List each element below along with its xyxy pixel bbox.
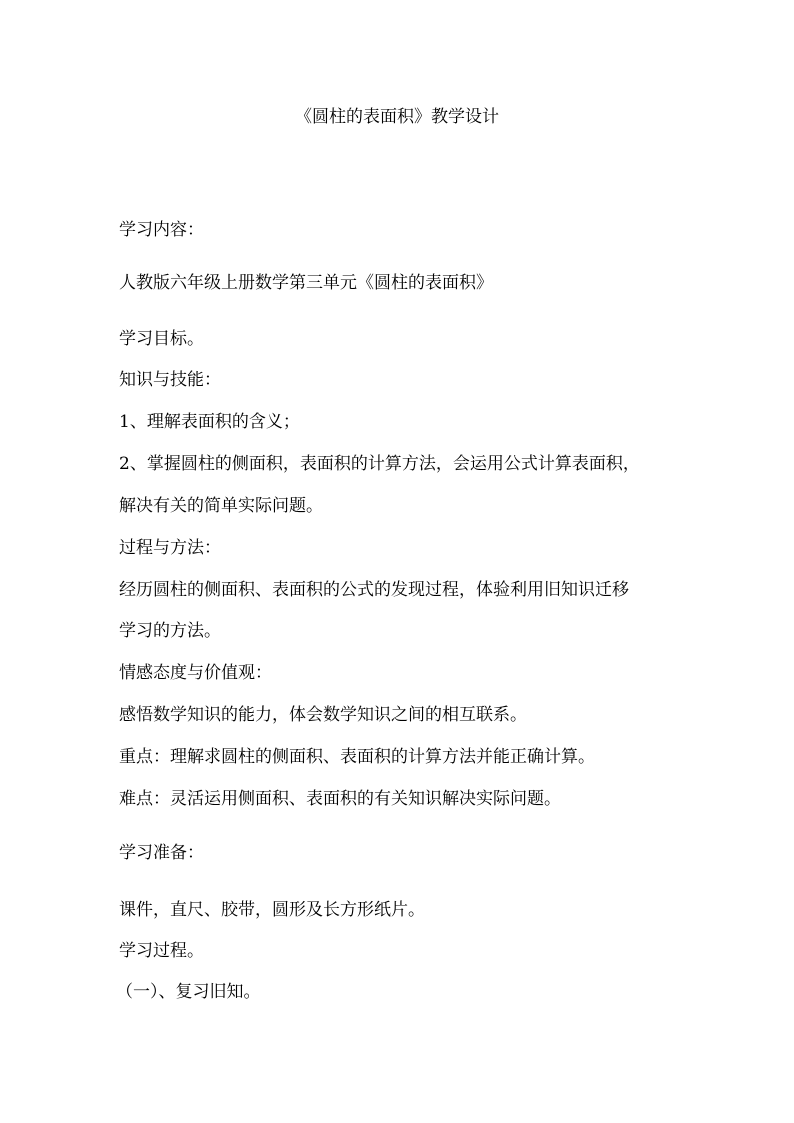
preparation-text: 课件，直尺、胶带，圆形及长方形纸片。	[119, 900, 425, 920]
heading-learning-content: 学习内容：	[119, 220, 204, 240]
learning-content-text: 人教版六年级上册数学第三单元《圆柱的表面积》	[119, 273, 493, 293]
heading-preparation: 学习准备：	[119, 843, 204, 863]
section-review-old-knowledge: （一）、复习旧知。	[116, 982, 261, 1002]
goal-item-2-continued: 解决有关的简单实际问题。	[119, 496, 323, 516]
heading-learning-goals: 学习目标。	[119, 329, 204, 349]
goal-item-2: 2、掌握圆柱的侧面积，表面积的计算方法，会运用公式计算表面积，	[119, 454, 640, 474]
document-title: 《圆柱的表面积》教学设计	[295, 107, 499, 127]
attitude-values-text: 感悟数学知识的能力，体会数学知识之间的相互联系。	[119, 705, 527, 725]
process-methods-text: 经历圆柱的侧面积、表面积的公式的发现过程，体验利用旧知识迁移	[119, 580, 629, 600]
goal-item-1: 1、理解表面积的含义；	[119, 412, 300, 432]
heading-attitude-values: 情感态度与价值观：	[119, 663, 272, 683]
heading-process-methods: 过程与方法：	[119, 538, 221, 558]
key-points-text: 重点：理解求圆柱的侧面积、表面积的计算方法并能正确计算。	[119, 747, 595, 767]
difficult-points-text: 难点：灵活运用侧面积、表面积的有关知识解决实际问题。	[119, 789, 561, 809]
heading-knowledge-skills: 知识与技能：	[119, 370, 221, 390]
heading-learning-process: 学习过程。	[119, 941, 204, 961]
process-methods-text-continued: 学习的方法。	[119, 621, 221, 641]
